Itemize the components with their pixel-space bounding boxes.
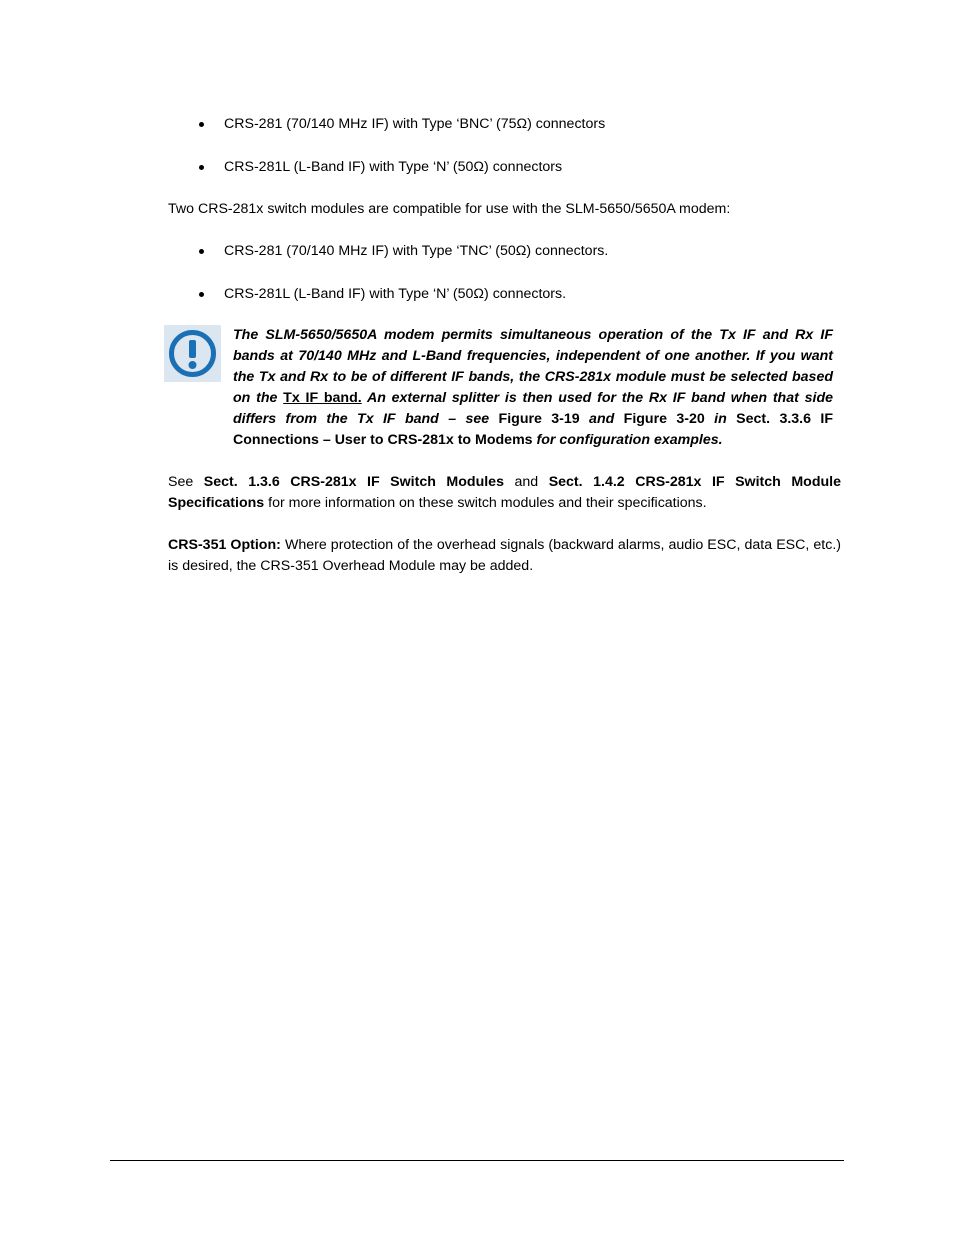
figure-ref: Figure 3-20 — [623, 411, 705, 427]
see-text: See — [168, 474, 204, 490]
bullet-dot — [199, 292, 204, 297]
see-text: for more information on these switch modules and their specifications. — [264, 495, 707, 511]
note-text-part: The SLM-5650/5650A modem permits simultaneous operation of the Tx IF and Rx IF bands at 70/140 MHz and L-Band frequencies, independent of one another. If you want the Tx and Rx to be of different IF bands, the CRS-281x module must be selected based on the — [233, 327, 833, 406]
see-text: and — [503, 474, 549, 490]
bullet-text: CRS-281 (70/140 MHz IF) with Type ‘TNC’ (50Ω) connectors. — [224, 243, 609, 259]
exclamation-circle-icon — [164, 325, 221, 382]
crs351-text: Where protection of the overhead signals (backward alarms, audio ESC, data ESC, etc.) is desired, the CRS-351 Overhead Module may be added. — [168, 537, 841, 574]
bullet-text: CRS-281L (L-Band IF) with Type ‘N’ (50Ω) connectors. — [224, 286, 567, 302]
note-text-part: for configuration examples. — [532, 432, 723, 448]
section-ref: Sect. 1.3.6 CRS-281x IF Switch Modules — [203, 474, 504, 490]
figure-ref: Figure 3-19 — [498, 411, 580, 427]
bullet-text: CRS-281L (L-Band IF) with Type ‘N’ (50Ω) connectors — [224, 159, 563, 175]
bullet-text: CRS-281 (70/140 MHz IF) with Type ‘BNC’ (75Ω) connectors — [224, 116, 606, 132]
note-text-part: An external splitter is then used for the Rx IF band when that side differs from the Tx IF band – see — [233, 390, 833, 427]
intro-paragraph: Two CRS-281x switch modules are compatible for use with the SLM-5650/5650A modem: — [168, 201, 731, 217]
note-text-part: and — [579, 411, 624, 427]
important-note — [233, 325, 833, 451]
bullet-dot — [199, 122, 204, 127]
note-underline: Tx IF band. — [283, 390, 362, 406]
crs351-label: CRS-351 Option: — [168, 537, 281, 553]
crs351-paragraph — [168, 535, 841, 577]
section-ref: Sect. 1.4.2 CRS-281x IF Switch Module Specifications — [168, 474, 841, 511]
bullet-dot — [199, 165, 204, 170]
footer-divider — [110, 1160, 844, 1161]
see-also-paragraph — [168, 472, 841, 514]
bullet-dot — [199, 249, 204, 254]
note-text-part: in — [704, 411, 737, 427]
section-ref: Sect. 3.3.6 IF Connections – User to CRS-281x to Modems — [233, 411, 833, 448]
